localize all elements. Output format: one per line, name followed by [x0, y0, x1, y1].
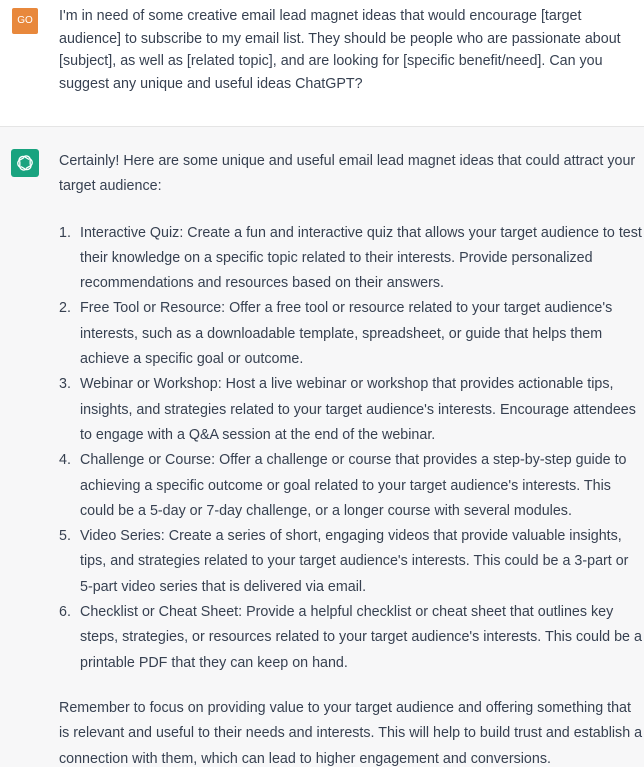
openai-logo-icon [11, 149, 39, 177]
assistant-intro-text: Certainly! Here are some unique and useful email lead magnet ideas that could attract your target audience: [59, 153, 636, 195]
assistant-outro-text: Remember to focus on providing value to your target audience and offering something that is relevant and useful to their needs and interests. This will help to build trust and establish a connection with them, which can lead to higher engagement and conversions. [59, 699, 643, 767]
user-message-text: I'm in need of some creative email lead magnet ideas that would encourage [target audience] to subscribe to my email list. They should be people who are passionate about [subject], as well as [related topic], and are looking for [specific benefit/need]. Can you suggest any unique and useful ideas ChatGPT? [59, 8, 621, 92]
user-avatar[interactable]: GO [12, 8, 38, 34]
list-item-number: 2. [59, 300, 71, 317]
user-message-row [0, 0, 644, 127]
list-item-number: 6. [59, 604, 71, 621]
list-item [59, 600, 644, 676]
list-item-text: Checklist or Cheat Sheet: Provide a helpful checklist or cheat sheet that outlines key steps, strategies, or resources related to your target audience's interests. This could be a printable PDF that they can keep on hand. [80, 604, 642, 671]
list-item-number: 4. [59, 452, 71, 469]
assistant-message-row [0, 127, 644, 767]
list-item-text: Challenge or Course: Offer a challenge or course that provides a step-by-step guide to achieving a specific outcome or goal related to your target audience's interests. This could be a 5-day or 7-day challenge, or a longer course with several modules. [80, 452, 627, 519]
list-item-number: 5. [59, 528, 71, 545]
assistant-message-content [59, 149, 644, 767]
list-item-number: 3. [59, 376, 71, 393]
lead-magnet-list [59, 221, 644, 676]
list-item [59, 221, 644, 297]
list-item [59, 372, 644, 448]
list-item [59, 296, 644, 372]
list-item-text: Video Series: Create a series of short, engaging videos that provide valuable insights, tips, and strategies related to your target audience's interests. This could be a 3-part or 5-part video series that is delivered via email. [80, 528, 629, 595]
list-item-text: Free Tool or Resource: Offer a free tool or resource related to your target audience's interests, such as a downloadable template, spreadsheet, or guide that helps them achieve a specific goal or outcome. [80, 300, 613, 368]
list-item-text: Interactive Quiz: Create a fun and interactive quiz that allows your target audience to test their knowledge on a specific topic related to their interests. Provide personalized recommendations and resources based on their answers. [80, 224, 642, 292]
list-item-number: 1. [59, 224, 71, 241]
list-item [59, 448, 644, 524]
list-item [59, 524, 644, 600]
list-item-text: Webinar or Workshop: Host a live webinar or workshop that provides actionable tips, insights, and strategies related to your target audience's interests. Encourage attendees to engage with a Q&A session at the end of the webinar. [80, 376, 636, 443]
